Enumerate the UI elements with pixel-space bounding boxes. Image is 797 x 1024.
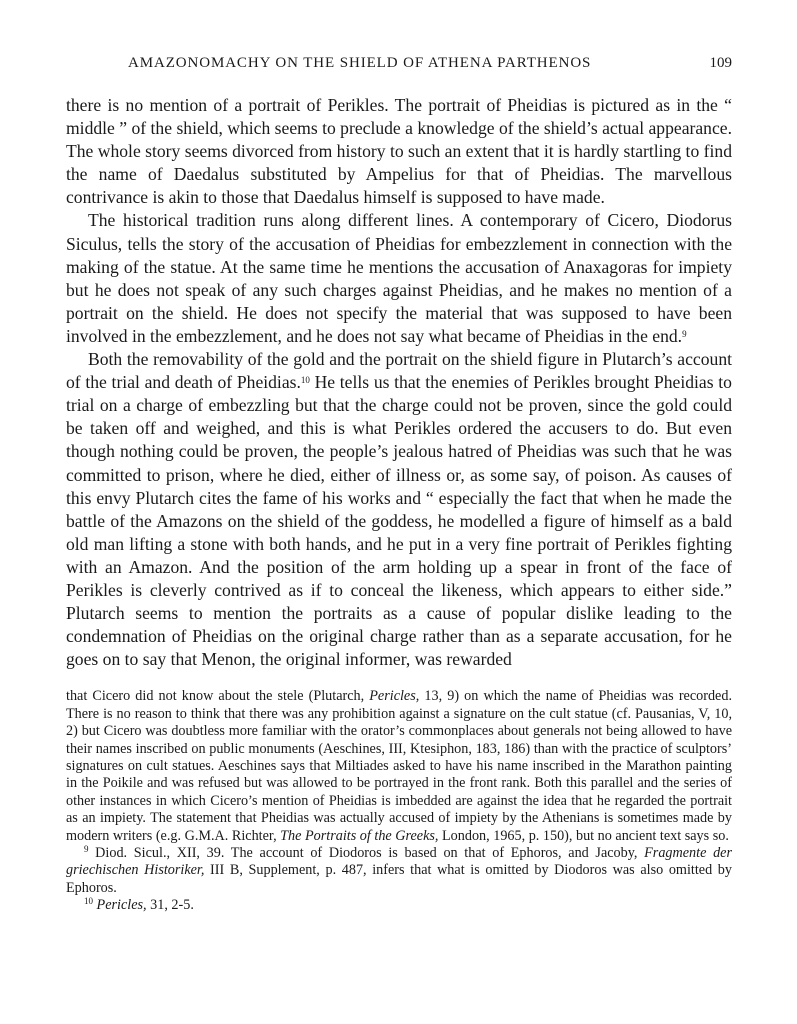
footnote-10: [66, 897, 732, 914]
footnote-10-text: 31, 2-5.: [146, 897, 194, 914]
page-number: 109: [709, 55, 732, 71]
main-text: [66, 94, 732, 671]
footnote-9: [66, 845, 732, 897]
footnote-9-number: 9: [84, 844, 89, 854]
footnote-continued-italic-1: Pericles,: [369, 688, 420, 705]
paragraph-3-text-a: Both the removability of the gold and the portrait on the shield figure in Plutarch’s account of the trial and death of Pheidias.: [66, 349, 732, 393]
footnote-continued: [66, 688, 732, 845]
running-header: [66, 55, 732, 81]
footnote-continued-italic-2: The Portraits of the Greeks,: [280, 827, 439, 844]
footnotes: [66, 688, 732, 914]
paragraph-1: there is no mention of a portrait of Perikles. The portrait of Pheidias is pictured as in the “ middle ” of the shield, which seems to preclude a knowledge of the shield’s actual appearance. The whole story seems divorced from history to such an extent that it is hardly startling to find the name of Daedalus substituted by Ampelius for that of Pheidias. The marvellous contrivance is akin to those that Daedalus himself is supposed to have made.: [66, 95, 732, 208]
footnote-continued-b: 13, 9) on which the name of Pheidias was recorded. There is no reason to think that there was any prohibition against a signature on the cult statue (cf. Pausanias, V, 10, 2) but Cicero was doubtless more familiar with the orator’s commonplaces about generals not being allowed to have their names inscribed on public monuments (Aeschines, III, Ktesiphon, 183, 186) than with the practice of sculptors’ signatures on cult statues. Aeschines says that Miltiades asked to have his name inscribed in the Marathon painting in the Poikile and was refused but was allowed to be portrayed in the front rank. Both this parallel and the series of other instances in which Cicero’s mention of Pheidias is imbedded are against the idea that he regarded the portrait as an impiety. The statement that Pheidias was actually accused of impiety by the Athenians is sometimes made by modern writers (e.g. G.M.A. Richter,: [66, 688, 732, 844]
footnote-ref-10: 10: [300, 375, 310, 386]
running-title: AMAZONOMACHY ON THE SHIELD OF ATHENA PARTHENOS: [128, 55, 592, 71]
paragraph-3: [66, 348, 732, 671]
page: [66, 55, 732, 915]
paragraph-2-text: The historical tradition runs along different lines. A contemporary of Cicero, Diodorus Siculus, tells the story of the accusation of Pheidias for embezzlement in connection with the making of the statue. At the same time he mentions the accusation of Anaxagoras for impiety but he does not speak of any such charges against Pheidias, and he makes no mention of a portrait on the shield. He does not specify the material that was supposed to have been involved in the embezzlement, and he does not say what became of Pheidias in the end.: [66, 210, 732, 346]
footnote-10-number: 10: [84, 896, 93, 907]
footnote-ref-9: 9: [682, 328, 687, 339]
footnote-9-text-a: Diod. Sicul., XII, 39. The account of Diodoros is based on that of Ephoros, and Jacoby,: [88, 845, 645, 861]
footnote-9-italic: Fragmente der griechischen Historiker,: [66, 845, 732, 879]
paragraph-2: [66, 209, 732, 348]
footnote-continued-c: London, 1965, p. 150), but no ancient text says so.: [438, 827, 729, 844]
footnote-9-text-b: III B, Supplement, p. 487, infers that what is omitted by Diodoros was also omitted by Ephoros.: [66, 862, 732, 896]
paragraph-3-text-b: He tells us that the enemies of Perikles brought Pheidias to trial on a charge of embezzling but that the charge could not be proven, since the gold could be taken off and weighed, and this is what Perikles ordered the accusers to do. But even though nothing could be proven, the people’s jealous hatred of Pheidias was such that he was committed to prison, where he died, either of illness or, as some say, of poison. As causes of this envy Plutarch cites the fame of his works and “ especially the fact that when he made the battle of the Amazons on the shield of the goddess, he modelled a figure of himself as a bald old man lifting a stone with both hands, and he put in a very fine portrait of Perikles fighting with an Amazon. And the position of the arm holding up a spear in front of the face of Perikles is cleverly contrived as if to conceal the likeness, which appears to either side.” Plutarch seems to mention the portraits as a cause of popular dislike leading to the condemnation of Pheidias on the original charge rather than as a separate accusation, for he goes on to say that Menon, the original informer, was rewarded: [66, 372, 732, 670]
footnote-continued-a: that Cicero did not know about the stele (Plutarch,: [66, 688, 370, 705]
footnote-10-italic: Pericles,: [96, 897, 147, 914]
